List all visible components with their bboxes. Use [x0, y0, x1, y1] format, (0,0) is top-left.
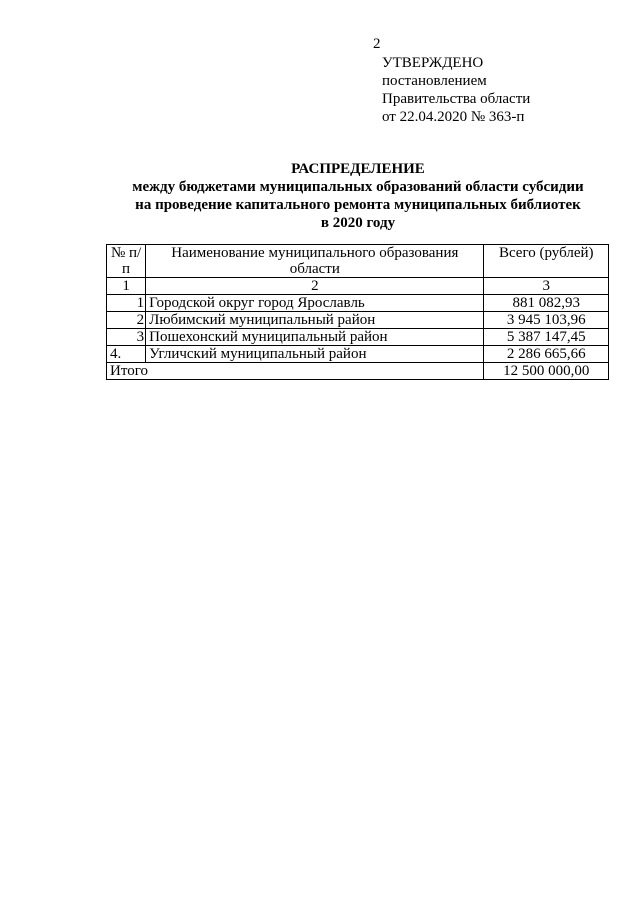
row-num: 3 — [107, 329, 146, 346]
title-heading: РАСПРЕДЕЛЕНИЕ — [291, 161, 425, 177]
header-name: Наименование муниципального образования области — [146, 245, 484, 278]
table-row — [107, 295, 609, 312]
row-num: 2 — [107, 312, 146, 329]
approval-line-4: от 22.04.2020 № 363-п — [382, 109, 525, 125]
approval-line-3: Правительства области — [382, 91, 531, 107]
colnum-2: 2 — [146, 278, 484, 295]
colnum-1: 1 — [107, 278, 146, 295]
approval-stamp — [382, 54, 530, 126]
document-title — [100, 160, 616, 232]
table-header-row — [107, 245, 609, 278]
row-total: 3 945 103,96 — [484, 312, 609, 329]
page-number: 2 — [373, 36, 381, 52]
row-total: 2 286 665,66 — [484, 346, 609, 363]
row-name: Угличский муниципальный район — [146, 346, 484, 363]
row-total: 5 387 147,45 — [484, 329, 609, 346]
table-row — [107, 329, 609, 346]
title-line-3: в 2020 году — [320, 215, 396, 231]
row-name: Любимский муниципальный район — [146, 312, 484, 329]
colnum-3: 3 — [484, 278, 609, 295]
header-num: № п/п — [107, 245, 146, 278]
total-value: 12 500 000,00 — [484, 363, 609, 380]
table-row — [107, 312, 609, 329]
header-total: Всего (рублей) — [484, 245, 609, 278]
table-total-row — [107, 363, 609, 380]
total-label: Итого — [107, 363, 484, 380]
approval-line-1: УТВЕРЖДЕНО — [382, 55, 484, 71]
table-colnum-row — [107, 278, 609, 295]
title-line-1: между бюджетами муниципальных образований области субсидии — [132, 179, 584, 195]
approval-line-2: постановлением — [382, 73, 487, 89]
row-num: 1 — [107, 295, 146, 312]
title-line-2: на проведение капитального ремонта муниципальных библиотек — [135, 197, 581, 213]
table-row — [107, 346, 609, 363]
distribution-table — [106, 244, 609, 380]
row-total: 881 082,93 — [484, 295, 609, 312]
row-name: Городской округ город Ярославль — [146, 295, 484, 312]
row-name: Пошехонский муниципальный район — [146, 329, 484, 346]
row-num: 4. — [107, 346, 146, 363]
